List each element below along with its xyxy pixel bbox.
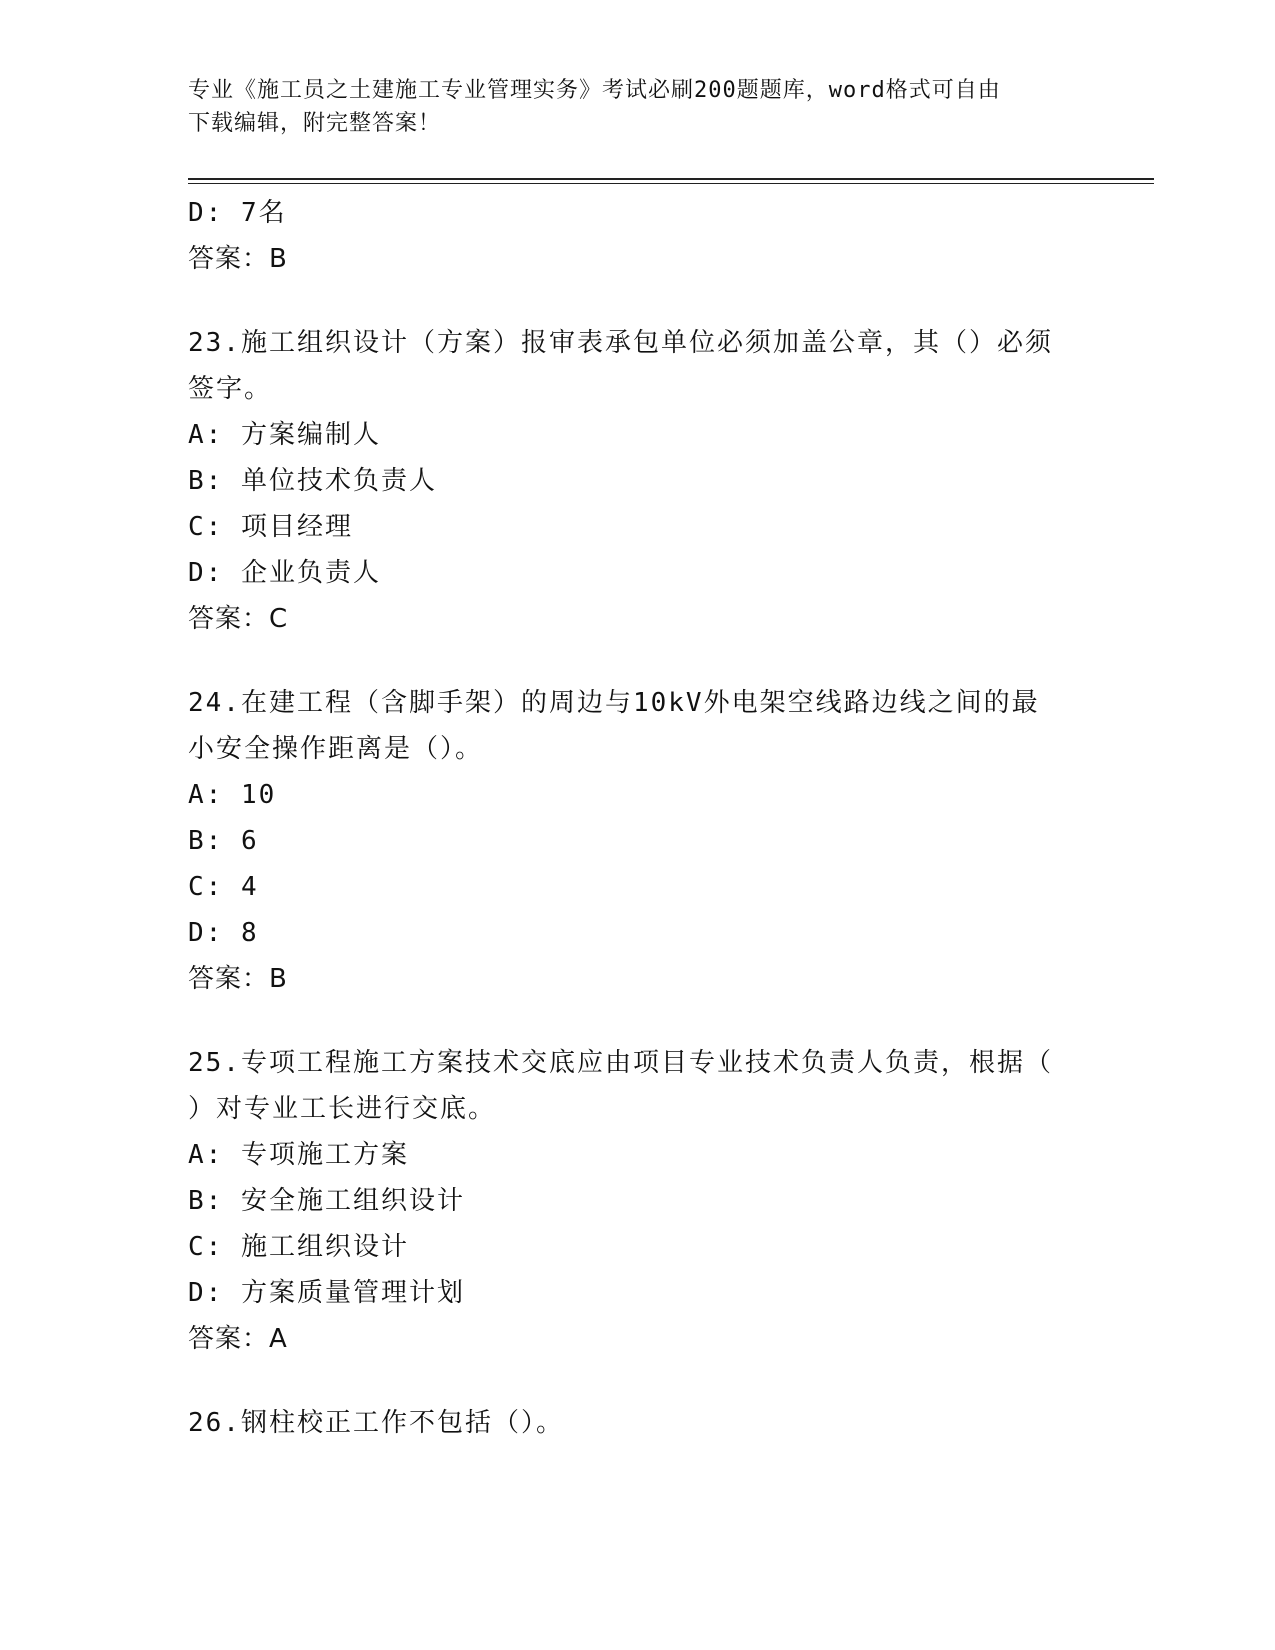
answer-line: 答案：B [188, 964, 288, 994]
answer-line: 答案：B [188, 244, 288, 274]
question-stem: 26.钢柱校正工作不包括（）。 [188, 1408, 564, 1438]
option-d: D: 方案质量管理计划 [188, 1278, 465, 1308]
option-c: C: 施工组织设计 [188, 1232, 409, 1262]
option-a: A: 专项施工方案 [188, 1140, 409, 1170]
answer-line: 答案：C [188, 604, 289, 634]
option-b: B: 6 [188, 826, 259, 856]
header-line-2: 下载编辑，附完整答案！ [188, 111, 442, 136]
option-a: A: 10 [188, 780, 277, 810]
question-stem: 25.专项工程施工方案技术交底应由项目专业技术负责人负责，根据（ [188, 1048, 1053, 1078]
header-divider-thin [188, 183, 1154, 184]
question-stem: 24.在建工程（含脚手架）的周边与10kV外电架空线路边线之间的最 [188, 688, 1040, 718]
document-body [188, 190, 1088, 1446]
option-d: D: 企业负责人 [188, 558, 381, 588]
question-23 [188, 320, 1088, 642]
option-d: D: 8 [188, 918, 259, 948]
option-a: A: 方案编制人 [188, 420, 381, 450]
option-b: B: 安全施工组织设计 [188, 1186, 465, 1216]
question-stem-continued: ）对专业工长进行交底。 [188, 1094, 497, 1124]
option-c: C: 4 [188, 872, 259, 902]
option-d: D: 7名 [188, 198, 287, 228]
question-25 [188, 1040, 1088, 1362]
question-26 [188, 1400, 1088, 1446]
option-c: C: 项目经理 [188, 512, 353, 542]
question-stem-continued: 小安全操作距离是（）。 [188, 734, 484, 764]
question-stem-continued: 签字。 [188, 374, 273, 404]
option-b: B: 单位技术负责人 [188, 466, 437, 496]
carryover-block [188, 190, 1088, 282]
document-header [188, 74, 1068, 140]
header-line-1: 专业《施工员之土建施工专业管理实务》考试必刷200题题库，word格式可自由 [188, 78, 1001, 103]
question-stem: 23.施工组织设计（方案）报审表承包单位必须加盖公章，其（）必须 [188, 328, 1053, 358]
question-24 [188, 680, 1088, 1002]
header-divider-thick [188, 178, 1154, 180]
answer-line: 答案：A [188, 1324, 288, 1354]
